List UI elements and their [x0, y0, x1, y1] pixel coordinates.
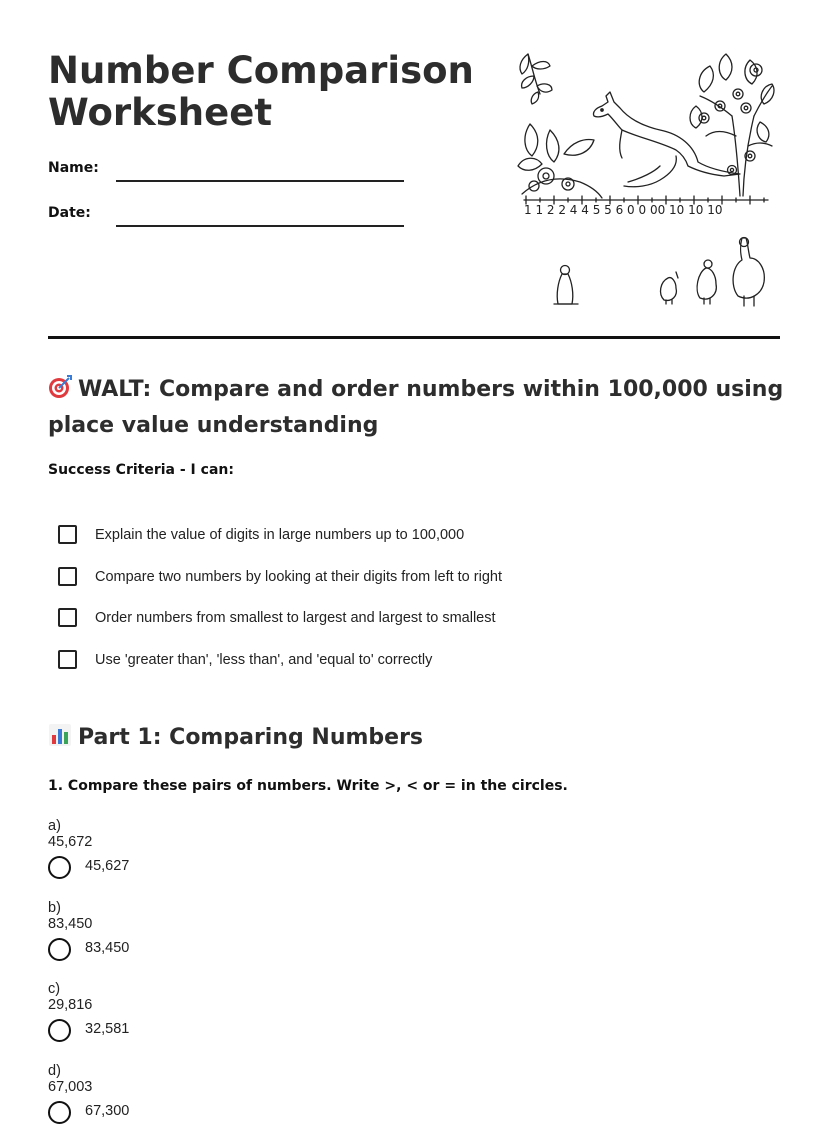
answer-circle[interactable] — [48, 938, 71, 961]
australian-animals-illustration — [510, 46, 780, 316]
success-criteria-list — [58, 524, 502, 690]
answer-circle[interactable] — [48, 1019, 71, 1042]
walt-text: WALT: Compare and order numbers within 100,000 using place value understanding — [48, 377, 784, 438]
part1-title: Part 1: Comparing Numbers — [78, 725, 424, 750]
bar-chart-icon — [48, 723, 72, 747]
criteria-item — [58, 524, 502, 566]
second-number: 45,627 — [85, 858, 130, 874]
part1-heading — [48, 722, 423, 754]
target-icon — [48, 375, 72, 399]
date-line[interactable] — [116, 225, 404, 227]
answer-circle[interactable] — [48, 856, 71, 879]
name-label: Name: — [48, 160, 99, 176]
walt-heading — [48, 372, 788, 444]
criteria-text: Order numbers from smallest to largest and largest to smallest — [95, 610, 496, 626]
criteria-item — [58, 566, 502, 608]
criteria-text: Explain the value of digits in large numbers up to 100,000 — [95, 527, 465, 543]
criteria-item — [58, 607, 502, 649]
date-field[interactable] — [48, 205, 408, 231]
criteria-checkbox[interactable] — [58, 525, 77, 544]
answer-circle[interactable] — [48, 1101, 71, 1124]
meerkat-icon — [554, 266, 578, 305]
criteria-text: Use 'greater than', 'less than', and 'equal to' correctly — [95, 651, 433, 668]
success-criteria-heading: Success Criteria - I can: — [48, 462, 234, 478]
second-number: 67,300 — [85, 1102, 130, 1119]
date-label: Date: — [48, 205, 91, 221]
name-line[interactable] — [116, 180, 404, 182]
criteria-text: Compare two numbers by looking at their digits from left to right — [95, 568, 502, 585]
first-number: c) 29,816 — [48, 981, 93, 1013]
header-divider — [48, 336, 780, 339]
first-number: d) 67,003 — [48, 1062, 93, 1095]
leaves-sprig-icon — [520, 54, 552, 104]
first-number: b) 83,450 — [48, 899, 93, 932]
emu-icon — [733, 238, 764, 307]
page-title: Number Comparison Worksheet — [48, 49, 474, 134]
number-strip-text: 1 1 2 2 4 4 5 5 6 0 0 00 10 10 10 — [524, 203, 723, 217]
second-number: 32,581 — [85, 1021, 130, 1037]
bird-young-icon — [697, 260, 716, 304]
name-field[interactable] — [48, 160, 408, 186]
criteria-checkbox[interactable] — [58, 567, 77, 586]
bird-chick-icon — [661, 272, 678, 304]
criteria-checkbox[interactable] — [58, 608, 77, 627]
bush-icon — [518, 124, 602, 198]
first-number: a) 45,672 — [48, 818, 93, 850]
criteria-checkbox[interactable] — [58, 650, 77, 669]
criteria-item — [58, 649, 502, 691]
second-number: 83,450 — [85, 939, 130, 956]
question-1: 1. Compare these pairs of numbers. Write >, < or = in the circles. — [48, 778, 568, 794]
